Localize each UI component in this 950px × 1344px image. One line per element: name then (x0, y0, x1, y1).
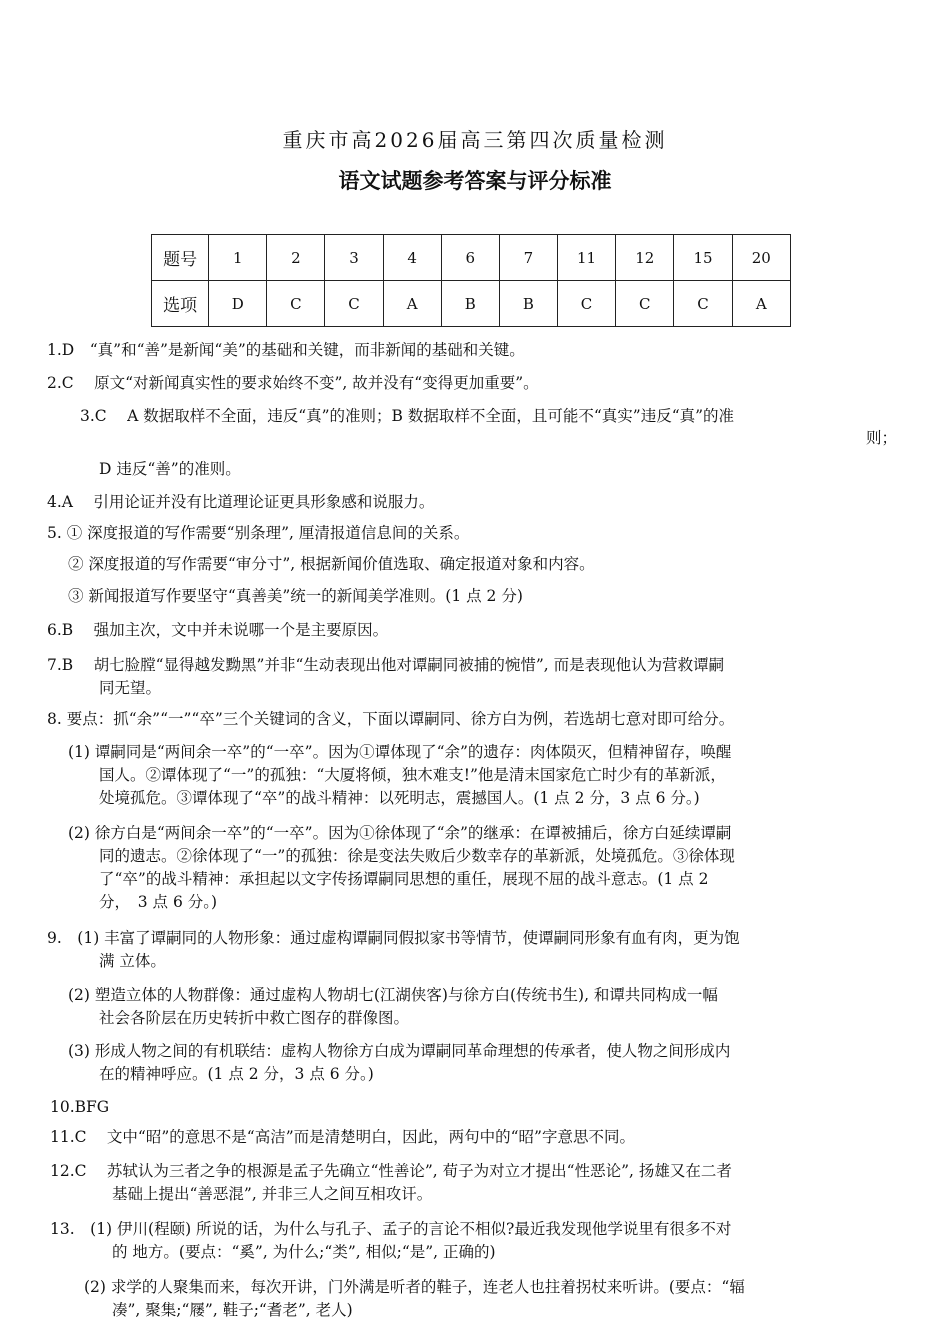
question-number-cell: 3 (325, 235, 383, 281)
answer-9-2-line-1: (2) 塑造立体的人物群像：通过虚构人物胡七(江湖侠客)与徐方白(传统书生), 和谭共同构成一幅 (68, 986, 718, 1004)
option-cell: D (209, 281, 267, 327)
option-cell: A (732, 281, 790, 327)
answer-8-2-line-3: 了“卒”的战斗精神：承担起以文字传扬谭嗣同思想的重任，展现不屈的战斗意志。(1 点 2 (99, 870, 709, 888)
question-number-cell: 6 (441, 235, 499, 281)
answer-13-1-line-2: 的 地方。(要点：“奚”, 为什么;“类”, 相似;“是”, 正确的) (112, 1243, 496, 1261)
option-cell: A (383, 281, 441, 327)
answer-8-2-line-2: 同的遗志。②徐体现了“一”的孤独：徐是变法失败后少数幸存的革新派，处境孤危。③徐体现 (99, 847, 735, 865)
option-cell: C (674, 281, 732, 327)
answer-3-line-1-end: 则； (866, 429, 898, 447)
answer-13-2-line-1: (2) 求学的人聚集而来，每次开讲，门外满是听者的鞋子，连老人也拄着拐杖来听讲。(要点：“辐 (84, 1278, 745, 1296)
answer-9-1-line-1: 9. (1) 丰富了谭嗣同的人物形象：通过虚构谭嗣同假拟家书等情节，使谭嗣同形象有血有肉，更为饱 (47, 929, 740, 947)
question-number-cell: 7 (499, 235, 557, 281)
question-number-cell: 12 (616, 235, 674, 281)
answer-11: 11.C 文中“昭”的意思不是“高洁”而是清楚明白，因此，两句中的“昭”字意思不同。 (50, 1128, 635, 1146)
option-cell: B (441, 281, 499, 327)
document-title: 重庆市高2026届高三第四次质量检测 (282, 128, 668, 152)
question-number-cell: 11 (557, 235, 615, 281)
answer-2: 2.C 原文“对新闻真实性的要求始终不变”, 故并没有“变得更加重要”。 (47, 374, 539, 392)
answer-9-1-line-2: 满 立体。 (99, 952, 166, 970)
answer-3-line-2: D 违反“善”的准则。 (99, 460, 241, 478)
answer-table-row-numbers (152, 235, 791, 281)
option-cell: B (499, 281, 557, 327)
answer-table-row-options (152, 281, 791, 327)
answer-10: 10.BFG (50, 1098, 110, 1116)
answer-8-2-line-1: (2) 徐方白是“两间余一卒”的“一卒”。因为①徐体现了“余”的继承：在谭被捕后，徐方白延续谭嗣 (68, 824, 732, 842)
question-number-cell: 2 (267, 235, 325, 281)
document-subtitle: 语文试题参考答案与评分标准 (338, 169, 612, 193)
question-number-cell: 1 (209, 235, 267, 281)
answer-5-point-2: ② 深度报道的写作需要“审分寸”, 根据新闻价值选取、确定报道对象和内容。 (68, 555, 595, 573)
answer-12-line-2: 基础上提出“善恶混”, 并非三人之间互相攻讦。 (112, 1185, 433, 1203)
table-header-cell: 选项 (152, 281, 209, 327)
table-header-cell: 题号 (152, 235, 209, 281)
answer-13-1-line-1: 13. (1) 伊川(程颐) 所说的话，为什么与孔子、孟子的言论不相似?最近我发现他学说里有很多不对 (50, 1220, 732, 1238)
answer-8-1-line-2: 国人。②谭体现了“一”的孤独：“大厦将倾，独木难支!”他是清末国家危亡时少有的革新派， (99, 766, 726, 784)
option-cell: C (267, 281, 325, 327)
answer-3-line-1: 3.C A 数据取样不全面，违反“真”的准则；B 数据取样不全面，且可能不“真实”违反“真”的准 (80, 407, 735, 425)
answer-1: 1.D “真”和“善”是新闻“美”的基础和关键，而非新闻的基础和关键。 (47, 341, 525, 359)
answer-13-2-line-2: 凑”, 聚集;“屦”, 鞋子;“耆老”, 老人) (112, 1301, 353, 1319)
answer-8-intro: 8. 要点：抓“余”“一”“卒”三个关键词的含义，下面以谭嗣同、徐方白为例，若选胡七意对即可给分。 (47, 710, 735, 728)
option-cell: C (557, 281, 615, 327)
answer-5-point-1: 5. ① 深度报道的写作需要“别条理”, 厘清报道信息间的关系。 (47, 524, 470, 542)
answer-4: 4.A 引用论证并没有比道理论证更具形象感和说服力。 (47, 493, 435, 511)
answer-5-point-3: ③ 新闻报道写作要坚守“真善美”统一的新闻美学准则。(1 点 2 分) (68, 587, 523, 605)
answer-9-2-line-2: 社会各阶层在历史转折中救亡图存的群像图。 (99, 1009, 410, 1027)
option-cell: C (325, 281, 383, 327)
answer-9-3-line-2: 在的精神呼应。(1 点 2 分，3 点 6 分。) (99, 1065, 374, 1083)
answer-9-3-line-1: (3) 形成人物之间的有机联结：虚构人物徐方白成为谭嗣同革命理想的传承者，使人物之间形成内 (68, 1042, 731, 1060)
answer-6: 6.B 强加主次，文中并未说哪一个是主要原因。 (47, 621, 389, 639)
answer-8-2-line-4: 分， 3 点 6 分。) (99, 893, 218, 911)
question-number-cell: 20 (732, 235, 790, 281)
answer-7-line-1: 7.B 胡七脸膛“显得越发黝黑”并非“生动表现出他对谭嗣同被捕的惋惜”, 而是表现他认为营救谭嗣 (47, 656, 725, 674)
question-number-cell: 15 (674, 235, 732, 281)
answer-table (151, 234, 791, 327)
question-number-cell: 4 (383, 235, 441, 281)
option-cell: C (616, 281, 674, 327)
answer-8-1-line-3: 处境孤危。③谭体现了“卒”的战斗精神：以死明志，震撼国人。(1 点 2 分，3 点 6 分。) (99, 789, 700, 807)
answer-7-line-2: 同无望。 (99, 679, 162, 697)
answer-8-1-line-1: (1) 谭嗣同是“两间余一卒”的“一卒”。因为①谭体现了“余”的遗存：肉体陨灭，但精神留存，唤醒 (68, 743, 732, 761)
answer-12-line-1: 12.C 苏轼认为三者之争的根源是孟子先确立“性善论”, 荀子为对立才提出“性恶论”, 扬雄又在二者 (50, 1162, 732, 1180)
